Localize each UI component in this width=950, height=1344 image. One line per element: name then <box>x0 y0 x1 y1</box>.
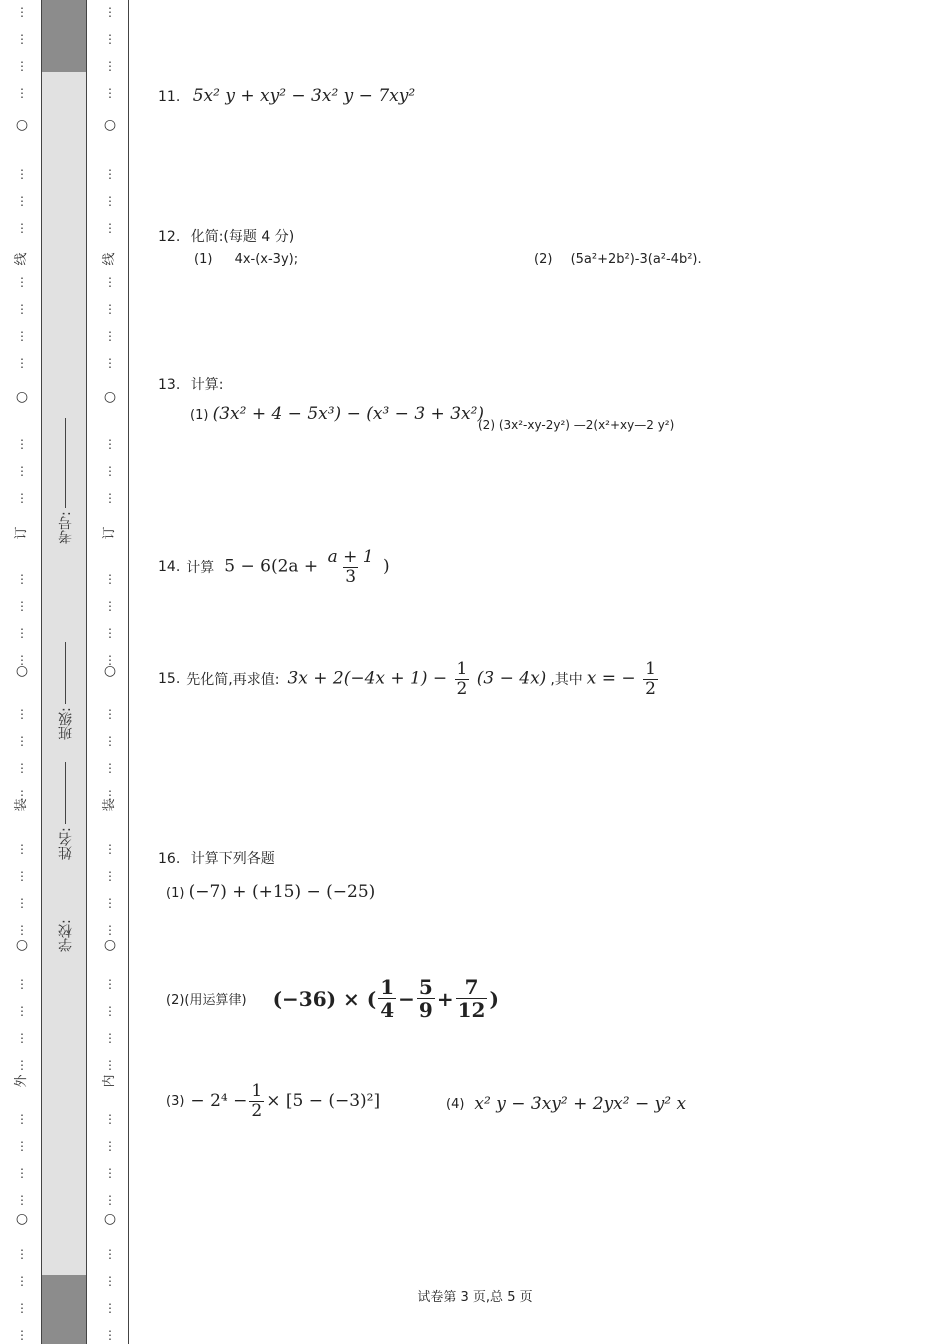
operator: − <box>398 986 415 1011</box>
margin-dots: ⋮ <box>16 869 28 883</box>
margin-dots: ⋮ <box>16 302 28 316</box>
margin-circle: ○ <box>15 389 29 405</box>
expr-part: (−36) × ( <box>272 986 377 1011</box>
outer-margin-mark: 线 <box>14 252 29 266</box>
margin-dots: ⋮ <box>104 491 116 505</box>
margin-dots: ⋮ <box>16 599 28 613</box>
question-title: 计算下列各题 <box>190 851 275 867</box>
expression: (−7) + (+15) − (−25) <box>188 882 376 902</box>
condition-expression <box>587 660 660 698</box>
question-number: 12. <box>158 229 181 245</box>
margin-dots: ⋮ <box>16 923 28 937</box>
question-12 <box>158 226 294 246</box>
margin-dots: ⋮ <box>104 1031 116 1045</box>
expr-part: 3x + 2(−4x + 1) − <box>287 668 448 689</box>
question-16-part-2 <box>166 976 499 1021</box>
inner-margin-mark: 内 <box>102 1074 117 1088</box>
margin-dots: ⋮ <box>16 1139 28 1153</box>
part-label: (2) <box>534 252 553 267</box>
margin-dots: ⋮ <box>104 1058 116 1072</box>
margin-dots: ⋮ <box>104 86 116 100</box>
fraction <box>643 660 658 698</box>
fraction <box>417 976 435 1021</box>
margin-dots: ⋮ <box>16 842 28 856</box>
margin-dots: ⋮ <box>104 1139 116 1153</box>
part-label: (1) <box>166 886 185 901</box>
margin-circle: ○ <box>103 937 117 953</box>
question-title: 计算: <box>190 377 224 393</box>
margin-circle: ○ <box>103 663 117 679</box>
outer-margin-mark: 装 <box>14 798 29 812</box>
question-number: 11. <box>158 89 181 105</box>
margin-dots: ⋮ <box>104 1166 116 1180</box>
name-field: 姓名: <box>56 740 76 860</box>
margin-dots: ⋮ <box>104 869 116 883</box>
margin-dots: ⋮ <box>16 788 28 802</box>
question-title: 计算 <box>186 560 215 577</box>
fraction <box>456 976 488 1021</box>
margin-dots: ⋮ <box>16 761 28 775</box>
expression: 5x² y + xy² − 3x² y − 7xy² <box>192 86 416 106</box>
margin-dots: ⋮ <box>104 5 116 19</box>
margin-dots: ⋮ <box>16 977 28 991</box>
margin-dots: ⋮ <box>104 1247 116 1261</box>
expr-part: 5 − 6(2a + <box>224 556 319 577</box>
margin-dots: ⋮ <box>104 761 116 775</box>
part-label: (2)(用运算律) <box>166 993 247 1008</box>
fraction-denominator: 12 <box>457 998 486 1022</box>
fraction <box>378 976 396 1021</box>
expression <box>273 976 499 1021</box>
margin-dots: ⋮ <box>16 707 28 721</box>
margin-dots: ⋮ <box>16 1193 28 1207</box>
margin-dots: ⋮ <box>104 734 116 748</box>
margin-circle: ○ <box>103 1211 117 1227</box>
condition-text: ,其中 <box>550 672 583 689</box>
fraction-denominator: 2 <box>251 1100 263 1121</box>
fraction-denominator: 3 <box>345 566 357 587</box>
margin-circle: ○ <box>15 117 29 133</box>
part-label: (4) <box>446 1096 465 1112</box>
question-13-part-2 <box>478 418 674 432</box>
margin-dots: ⋮ <box>104 923 116 937</box>
margin-dots: ⋮ <box>16 572 28 586</box>
expression: x² y − 3xy² + 2yx² − y² x <box>474 1094 687 1114</box>
margin-dots: ⋮ <box>16 1301 28 1315</box>
question-16-part-4 <box>446 1094 686 1114</box>
margin-dots: ⋮ <box>104 356 116 370</box>
expression: (3x²-xy-2y²) —2(x²+xy—2 y²) <box>498 418 675 432</box>
binding-strip-top-dark <box>42 0 86 72</box>
question-14 <box>158 548 390 586</box>
question-16-part-1 <box>166 882 375 902</box>
question-number: 16. <box>158 851 181 867</box>
binding-line-left <box>41 0 42 1344</box>
expression: (3x² + 4 − 5x³) − (x³ − 3 + 3x²) <box>212 404 485 424</box>
margin-dots: ⋮ <box>16 1058 28 1072</box>
margin-dots: ⋮ <box>104 221 116 235</box>
expression: (5a²+2b²)-3(a²-4b²). <box>570 252 702 267</box>
margin-circle: ○ <box>15 937 29 953</box>
margin-dots: ⋮ <box>16 1274 28 1288</box>
question-13-part-1 <box>190 404 484 424</box>
fraction-denominator: 9 <box>418 998 433 1022</box>
question-number: 15. <box>158 671 181 688</box>
margin-dots: ⋮ <box>104 842 116 856</box>
operator: + <box>436 986 454 1011</box>
school-field: 学校: <box>58 919 74 952</box>
margin-dots: ⋮ <box>104 464 116 478</box>
margin-dots: ⋮ <box>104 194 116 208</box>
margin-dots: ⋮ <box>16 194 28 208</box>
question-number: 13. <box>158 377 181 393</box>
margin-circle: ○ <box>15 663 29 679</box>
margin-dots: ⋮ <box>16 653 28 667</box>
expr-part: ) <box>489 986 499 1011</box>
fraction-denominator: 2 <box>456 678 468 699</box>
fraction <box>455 660 470 698</box>
margin-circle: ○ <box>103 389 117 405</box>
expression <box>224 548 389 586</box>
expr-part: − 2⁴ − <box>190 1091 248 1112</box>
margin-dots: ⋮ <box>104 1301 116 1315</box>
margin-dots: ⋮ <box>104 707 116 721</box>
question-16 <box>158 848 275 868</box>
margin-circle: ○ <box>103 117 117 133</box>
margin-dots: ⋮ <box>104 32 116 46</box>
question-number: 14. <box>158 559 181 576</box>
question-16-part-3 <box>166 1082 380 1120</box>
question-12-part-1 <box>194 252 298 267</box>
margin-dots: ⋮ <box>16 437 28 451</box>
margin-dots: ⋮ <box>16 464 28 478</box>
margin-dots: ⋮ <box>16 1328 28 1342</box>
margin-dots: ⋮ <box>16 491 28 505</box>
margin-dots: ⋮ <box>16 221 28 235</box>
margin-dots: ⋮ <box>104 1274 116 1288</box>
margin-dots: ⋮ <box>104 302 116 316</box>
fraction-numerator: 7 <box>464 975 479 999</box>
fraction-numerator: 1 <box>380 975 395 999</box>
fraction-denominator: 2 <box>645 678 656 699</box>
question-13 <box>158 374 223 394</box>
part-label: (2) <box>478 418 495 432</box>
margin-dots: ⋮ <box>16 1166 28 1180</box>
margin-dots: ⋮ <box>16 734 28 748</box>
page-footer: 试卷第 3 页,总 5 页 <box>417 1290 533 1305</box>
margin-dots: ⋮ <box>16 626 28 640</box>
margin-dots: ⋮ <box>104 653 116 667</box>
binding-line-right <box>86 0 87 1344</box>
expr-part: x = − <box>586 668 636 689</box>
question-12-part-2 <box>534 252 702 267</box>
margin-dots: ⋮ <box>16 1247 28 1261</box>
inner-margin-mark: 订 <box>102 526 117 540</box>
margin-dots: ⋮ <box>16 32 28 46</box>
margin-circle: ○ <box>15 1211 29 1227</box>
margin-dots: ⋮ <box>16 1004 28 1018</box>
fraction-numerator: 5 <box>418 975 433 999</box>
margin-dots: ⋮ <box>16 86 28 100</box>
fraction <box>249 1082 264 1120</box>
margin-dots: ⋮ <box>104 896 116 910</box>
margin-dots: ⋮ <box>104 788 116 802</box>
part-label: (3) <box>166 1093 185 1109</box>
margin-dots: ⋮ <box>104 437 116 451</box>
question-title: 化简:(每题 4 分) <box>190 229 295 245</box>
expression <box>190 1082 380 1120</box>
margin-dots: ⋮ <box>104 1004 116 1018</box>
margin-dots: ⋮ <box>104 1328 116 1342</box>
expression: 4x-(x-3y); <box>234 252 299 267</box>
margin-dots: ⋮ <box>16 1031 28 1045</box>
expr-part: ) <box>383 556 390 577</box>
fraction-numerator: 1 <box>251 1081 263 1101</box>
margin-dots: ⋮ <box>16 59 28 73</box>
margin-dots: ⋮ <box>104 167 116 181</box>
expr-part: (3 − 4x) <box>476 668 547 689</box>
inner-margin-line <box>128 0 129 1344</box>
fraction-numerator: a + 1 <box>327 547 374 567</box>
fraction-denominator: 4 <box>380 998 395 1022</box>
part-label: (1) <box>190 408 209 423</box>
margin-dots: ⋮ <box>16 329 28 343</box>
fraction-numerator: 1 <box>456 659 468 679</box>
expression <box>287 660 546 698</box>
margin-dots: ⋮ <box>16 167 28 181</box>
margin-dots: ⋮ <box>104 977 116 991</box>
margin-dots: ⋮ <box>16 356 28 370</box>
class-field: 班级: <box>56 620 76 740</box>
inner-margin-mark: 线 <box>102 252 117 266</box>
margin-dots: ⋮ <box>104 572 116 586</box>
margin-dots: ⋮ <box>104 275 116 289</box>
margin-dots: ⋮ <box>104 1193 116 1207</box>
margin-dots: ⋮ <box>104 59 116 73</box>
margin-dots: ⋮ <box>104 329 116 343</box>
part-label: (1) <box>194 252 213 267</box>
outer-margin-mark: 外 <box>14 1074 29 1088</box>
fraction <box>326 548 376 586</box>
margin-dots: ⋮ <box>104 626 116 640</box>
margin-dots: ⋮ <box>104 1112 116 1126</box>
margin-dots: ⋮ <box>16 1112 28 1126</box>
fraction-numerator: 1 <box>645 659 656 679</box>
expr-part: × [5 − (−3)²] <box>266 1091 381 1112</box>
margin-dots: ⋮ <box>16 275 28 289</box>
margin-dots: ⋮ <box>16 5 28 19</box>
margin-dots: ⋮ <box>104 599 116 613</box>
inner-margin-mark: 装 <box>102 798 117 812</box>
question-11 <box>158 86 415 106</box>
question-15 <box>158 660 660 698</box>
question-title: 先化简,再求值: <box>186 672 280 689</box>
margin-dots: ⋮ <box>16 896 28 910</box>
outer-margin-mark: 订 <box>14 526 29 540</box>
exam-no-field: 考号: <box>56 392 76 544</box>
